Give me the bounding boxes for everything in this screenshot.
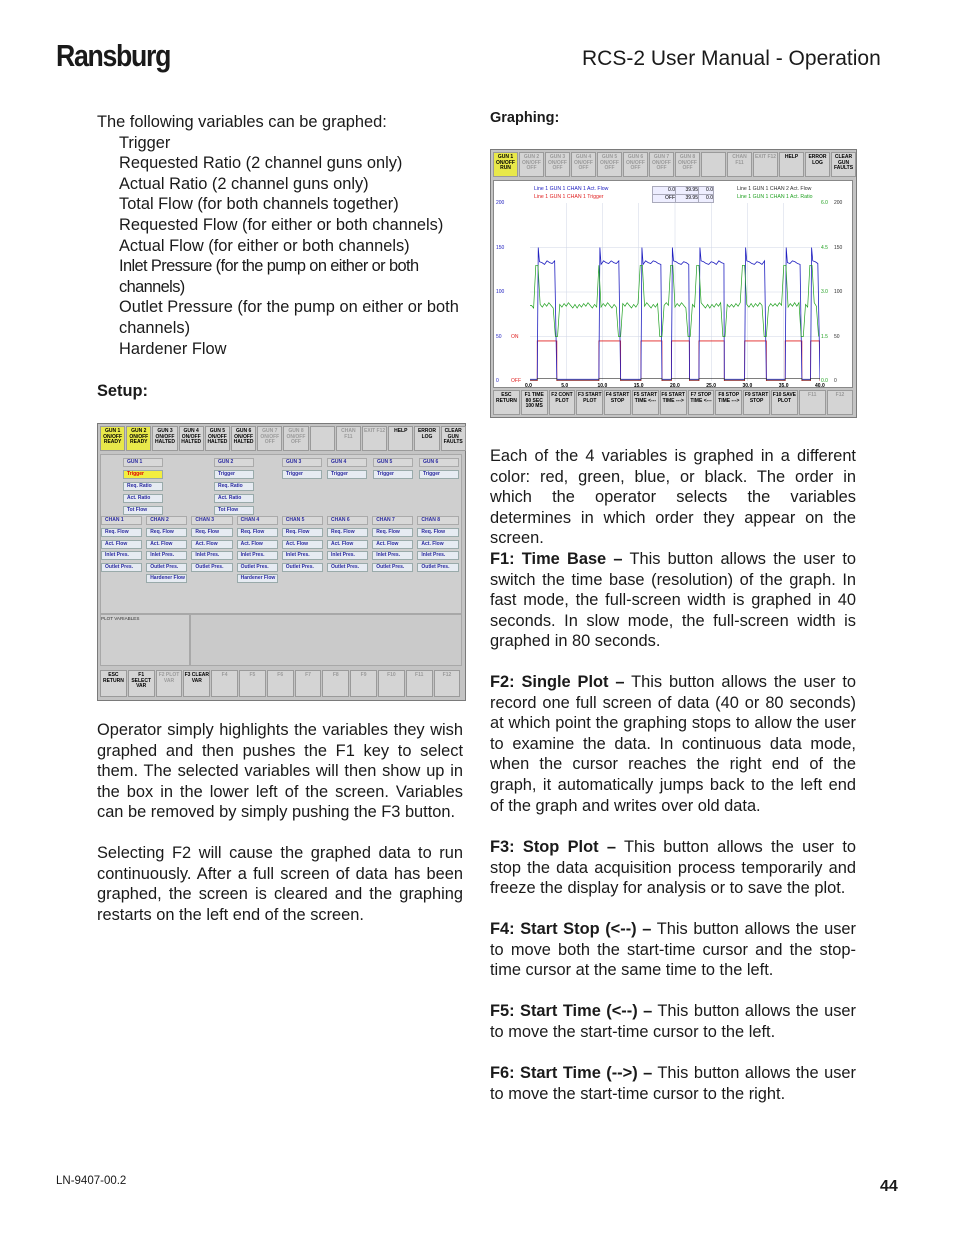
f4-label: F4: Start Stop (<--) – [490, 920, 652, 938]
chan-variable[interactable]: Inlet Pres. [146, 551, 187, 560]
setup-top-button[interactable]: GUN 8 ON/OFF OFF [283, 426, 308, 451]
graph-top-button[interactable]: GUN 1 ON/OFF RUN [493, 152, 518, 177]
gun-label: GUN 2 [214, 458, 254, 467]
setup-function-key[interactable]: ESC RETURN [100, 670, 127, 697]
x-tick-label: 10.0 [597, 383, 608, 389]
graph-function-key[interactable]: ESC RETURN [493, 390, 520, 415]
setup-top-button[interactable]: HELP [388, 426, 413, 451]
y-tick-label: 0 [496, 378, 499, 384]
graphing-screenshot [490, 149, 857, 418]
hardener-variable[interactable]: Hardener Flow [237, 574, 278, 583]
f6-label: F6: Start Time (-->) – [490, 1064, 653, 1082]
graph-function-key[interactable]: F5 START TIME <--- [632, 390, 659, 415]
chan-variable[interactable]: Inlet Pres. [101, 551, 142, 560]
graph-plot [530, 203, 820, 381]
graph-top-button[interactable]: GUN 6 ON/OFF OFF [623, 152, 648, 177]
graph-function-key[interactable]: F9 START STOP [743, 390, 770, 415]
colors-paragraph: Each of the 4 variables is graphed in a different color: red, green, blue, or black. The order in which the operator selects the variables determines in which order they appear on the screen. [490, 447, 856, 548]
graph-function-key[interactable]: F2 CONT PLOT [549, 390, 576, 415]
graph-top-button[interactable]: GUN 8 ON/OFF OFF [675, 152, 700, 177]
f6-description [490, 1063, 856, 1104]
ratio-tick-label: 3.0 [821, 289, 828, 295]
y-tick-label: 200 [496, 200, 505, 206]
chan-variable[interactable]: Outlet Pres. [417, 563, 458, 572]
chan-variable[interactable]: Outlet Pres. [237, 563, 278, 572]
list-item: Requested Flow (for either or both channels) [119, 215, 444, 234]
x-tick-label: 15.0 [633, 383, 644, 389]
setup-function-key[interactable]: F2 PLOT VAR [156, 670, 183, 697]
chan-variable[interactable]: Outlet Pres. [191, 563, 232, 572]
f1-text: This button allows the user to switch the time base (resolution) of the graph. In fast mode, the full-screen width is graphed in 40 seconds. In slow mode, the full-screen width is graphed in 80 seconds. [490, 550, 857, 651]
chan-variable[interactable]: Act. Flow [372, 540, 413, 549]
list-item: Actual Flow (for either or both channels) [119, 236, 410, 255]
plot-variables-right [190, 614, 462, 666]
trigger-off-label: OFF [511, 378, 521, 384]
legend-entry: Line 1 GUN 1 CHAN 1 Act. Flow [534, 186, 609, 192]
doc-number: LN-9407-00.2 [56, 1175, 127, 1187]
f3-description [490, 837, 856, 899]
graph-top-button[interactable]: GUN 5 ON/OFF OFF [597, 152, 622, 177]
setup-function-key[interactable]: F5 [239, 670, 266, 697]
gun-variable[interactable]: Trigger [327, 470, 367, 479]
brand-logo: Ransburg [56, 38, 171, 73]
setup-screenshot [97, 423, 466, 701]
setup-function-key[interactable]: F9 [350, 670, 377, 697]
readout-value: 39.95 [675, 194, 699, 203]
readout-value: 0.0 [652, 186, 676, 195]
setup-function-key[interactable]: F1 SELECT VAR [128, 670, 155, 697]
ratio-tick-label: 1.5 [821, 333, 828, 340]
gun-label: GUN 4 [327, 458, 367, 467]
setup-top-button[interactable] [310, 426, 335, 451]
graph-top-button[interactable] [701, 152, 726, 177]
setup-heading: Setup: [97, 382, 148, 400]
y-tick-label: 150 [496, 244, 505, 251]
graph-top-button[interactable]: GUN 2 ON/OFF OFF [519, 152, 544, 177]
setup-top-button[interactable]: CHAN F11 [336, 426, 361, 451]
legend-entry: Line 1 GUN 1 CHAN 1 Trigger [534, 194, 604, 200]
graph-function-key[interactable]: F11 [799, 390, 826, 415]
chan-variable[interactable]: Act. Flow [282, 540, 323, 549]
list-item: Requested Ratio (2 channel guns only) [119, 154, 403, 173]
chan-variable[interactable]: Inlet Pres. [237, 551, 278, 560]
setup-top-button[interactable]: GUN 3 ON/OFF HALTED [152, 426, 177, 451]
y-tick-label: 100 [496, 289, 505, 295]
setup-top-button[interactable]: EXIT F12 [362, 426, 387, 451]
continuous-paragraph: Selecting F2 will cause the graphed data to run continuously. After a full screen of data has been graphed, the screen is cleared and the graphing restarts on the left end of the screen. [97, 844, 463, 924]
gun-label: GUN 1 [123, 458, 163, 467]
f6-text: This button allows the user to move the start-time cursor to the right. [490, 1064, 856, 1103]
x-tick-label: 0.0 [525, 383, 532, 389]
f1-label: F1: Time Base – [490, 550, 623, 568]
setup-top-button[interactable]: GUN 7 ON/OFF OFF [257, 426, 282, 451]
readout-value: OFF [652, 194, 676, 203]
f2-label: F2: Single Plot – [490, 673, 625, 691]
chan-variable[interactable]: Inlet Pres. [372, 551, 413, 560]
right-tick-label: 0 [834, 378, 837, 384]
gun-label: GUN 3 [282, 458, 322, 467]
chan-label: CHAN 7 [372, 516, 413, 525]
f3-text: This button allows the user to stop the data acquisition process temporarily and freeze the display for analysis or to save the plot. [490, 838, 856, 898]
chan-variable[interactable]: Act. Flow [417, 540, 458, 549]
list-item: Outlet Pressure (for the pump on either or both channels) [119, 298, 459, 337]
chan-variable[interactable]: Outlet Pres. [372, 563, 413, 572]
variables-intro [97, 112, 463, 359]
chan-variable[interactable]: Act. Flow [101, 540, 142, 549]
setup-function-key[interactable]: F8 [322, 670, 349, 697]
chan-variable[interactable]: Act. Flow [191, 540, 232, 549]
chan-label: CHAN 2 [146, 516, 187, 525]
f5-label: F5: Start Time (<--) – [490, 1002, 653, 1020]
readout-value: 39.95 [675, 186, 699, 195]
chan-variable[interactable]: Inlet Pres. [282, 551, 323, 560]
setup-function-key[interactable]: F10 [378, 670, 405, 697]
chan-label: CHAN 1 [101, 516, 142, 525]
graph-function-key[interactable]: F6 START TIME ---> [660, 390, 687, 415]
setup-function-key[interactable]: F6 [267, 670, 294, 697]
f2-description [490, 672, 856, 816]
setup-top-button[interactable]: ERROR LOG [414, 426, 439, 451]
graph-top-button[interactable]: GUN 7 ON/OFF OFF [649, 152, 674, 177]
chan-variable[interactable]: Outlet Pres. [327, 563, 368, 572]
variable-list [97, 133, 463, 360]
graph-top-button[interactable]: GUN 4 ON/OFF OFF [571, 152, 596, 177]
graph-top-button[interactable]: EXIT F12 [753, 152, 778, 177]
graph-function-key[interactable]: F8 STOP TIME ---> [715, 390, 742, 415]
chan-variable[interactable]: Inlet Pres. [417, 551, 458, 560]
gun-variable[interactable]: Tot Flow [123, 506, 163, 515]
f2-text: This button allows the user to record one full screen of data (40 or 80 seconds) at which point the graphing stops to allow the user to examine the data. In continuous data mode, when the cursor reaches the right end of the graph, it automatically jumps back to the left end of the graph and writes over old data. [490, 673, 856, 815]
right-tick-label: 100 [834, 289, 843, 295]
plot-variables-label: PLOT VARIABLES [101, 616, 140, 621]
chan-variable[interactable]: Req. Flow [191, 528, 232, 537]
chan-variable[interactable]: Req. Flow [372, 528, 413, 537]
graph-top-button[interactable]: GUN 3 ON/OFF OFF [545, 152, 570, 177]
graph-function-key[interactable]: F1 TIME 80 SEC 100 MS [521, 390, 548, 415]
gun-variable[interactable]: Trigger [373, 470, 413, 479]
graph-top-button[interactable]: CLEAR GUN FAULTS [831, 152, 856, 177]
chan-variable[interactable]: Act. Flow [146, 540, 187, 549]
gun-variable[interactable]: Tot Flow [214, 506, 254, 515]
graph-panel [493, 180, 853, 388]
x-tick-label: 25.0 [706, 383, 716, 389]
f3-label: F3: Stop Plot – [490, 838, 617, 856]
gun-variable[interactable]: Trigger [214, 470, 254, 479]
graph-top-button[interactable]: ERROR LOG [805, 152, 830, 177]
manual-title: RCS-2 User Manual - Operation [582, 47, 881, 70]
setup-function-key[interactable]: F3 CLEAR VAR [183, 670, 210, 697]
setup-paragraph: Operator simply highlights the variables they wish graphed and then pushes the F1 key to select them. The selected variables will then show up in the box in the lower left of the screen. Variables can be removed by simply pushing the F3 button. [97, 721, 463, 822]
hardener-variable[interactable]: Hardener Flow [146, 574, 187, 583]
f4-text: This button allows the user to move both the start-time cursor and the stop-time cursor at the same time to the left. [490, 920, 856, 980]
gun-variable[interactable]: Act. Ratio [123, 494, 163, 503]
chan-variable[interactable]: Inlet Pres. [327, 551, 368, 560]
gun-variable[interactable]: Req. Ratio [123, 482, 163, 491]
chan-variable[interactable]: Req. Flow [146, 528, 187, 537]
y-tick-label: 50 [496, 333, 502, 340]
chan-variable[interactable]: Req. Flow [417, 528, 458, 537]
chan-label: CHAN 4 [237, 516, 278, 525]
setup-function-key[interactable]: F4 [211, 670, 238, 697]
x-tick-label: 35.0 [778, 383, 789, 389]
gun-variable[interactable]: Req. Ratio [214, 482, 254, 491]
setup-top-button[interactable]: GUN 1 ON/OFF READY [100, 426, 125, 451]
gun-variable[interactable]: Trigger [419, 470, 459, 479]
gun-label: GUN 5 [373, 458, 413, 467]
chan-variable[interactable]: Req. Flow [237, 528, 278, 537]
graph-function-key[interactable]: F7 STOP TIME <--- [688, 390, 715, 415]
chan-label: CHAN 3 [191, 516, 232, 525]
ratio-tick-label: 0.0 [821, 378, 828, 384]
setup-top-button[interactable]: GUN 4 ON/OFF HALTED [179, 426, 204, 451]
chan-variable[interactable]: Req. Flow [282, 528, 323, 537]
readout-value: 0.0 [698, 194, 714, 203]
gun-label: GUN 6 [419, 458, 459, 467]
graph-top-button[interactable]: CHAN F11 [727, 152, 752, 177]
chan-variable[interactable]: Outlet Pres. [282, 563, 323, 572]
graph-function-key[interactable]: F3 START PLOT [576, 390, 603, 415]
setup-top-button[interactable]: GUN 6 ON/OFF HALTED [231, 426, 256, 451]
gun-variable[interactable]: Trigger [123, 470, 163, 479]
graphing-heading: Graphing: [490, 110, 560, 126]
chan-label: CHAN 5 [282, 516, 323, 525]
gun-variable[interactable]: Trigger [282, 470, 322, 479]
x-tick-label: 5.0 [561, 383, 569, 389]
legend-entry: Line 1 GUN 1 CHAN 1 Act. Ratio [737, 194, 813, 200]
right-tick-label: 150 [834, 244, 843, 251]
graph-function-key[interactable]: F10 SAVE PLOT [771, 390, 798, 415]
ratio-tick-label: 6.0 [821, 200, 828, 206]
right-tick-label: 200 [834, 200, 843, 206]
list-item: Hardener Flow [119, 339, 227, 358]
chan-variable[interactable]: Req. Flow [327, 528, 368, 537]
x-tick-label: 40.0 [815, 383, 825, 389]
chan-label: CHAN 6 [327, 516, 368, 525]
intro-text: The following variables can be graphed: [97, 113, 387, 131]
graph-function-key[interactable]: F4 START STOP [604, 390, 631, 415]
setup-function-key[interactable]: F12 [434, 670, 461, 697]
setup-top-button[interactable]: CLEAR GUN FAULTS [441, 426, 466, 451]
list-item: Total Flow (for both channels together) [119, 195, 399, 214]
act-ratio-series [530, 265, 819, 336]
f5-description [490, 1001, 856, 1042]
chan-variable[interactable]: Req. Flow [101, 528, 142, 537]
setup-function-key[interactable]: F7 [295, 670, 322, 697]
readout-value: 0.0 [698, 186, 714, 195]
chan-variable[interactable]: Outlet Pres. [146, 563, 187, 572]
f4-description [490, 919, 856, 981]
list-item: Trigger [119, 133, 171, 152]
legend-entry: Line 1 GUN 1 CHAN 2 Act. Flow [737, 186, 812, 192]
gun-variable[interactable]: Act. Ratio [214, 494, 254, 503]
x-tick-label: 30.0 [742, 383, 753, 389]
f5-text: This button allows the user to move the start-time cursor to the left. [490, 1002, 856, 1041]
setup-top-button[interactable]: GUN 5 ON/OFF HALTED [205, 426, 230, 451]
graph-function-key[interactable]: F12 [827, 390, 854, 415]
chan-variable[interactable]: Act. Flow [327, 540, 368, 549]
ratio-tick-label: 4.5 [821, 244, 828, 251]
page-number: 44 [880, 1178, 898, 1195]
setup-top-button[interactable]: GUN 2 ON/OFF READY [126, 426, 151, 451]
f1-description [490, 549, 856, 652]
chan-variable[interactable]: Act. Flow [237, 540, 278, 549]
x-tick-label: 20.0 [670, 383, 680, 389]
trigger-on-label: ON [511, 333, 519, 340]
chan-variable[interactable]: Outlet Pres. [101, 563, 142, 572]
chan-label: CHAN 8 [417, 516, 458, 525]
right-tick-label: 50 [834, 333, 840, 340]
setup-function-key[interactable]: F11 [406, 670, 433, 697]
chan-variable[interactable]: Inlet Pres. [191, 551, 232, 560]
list-item: Actual Ratio (2 channel guns only) [119, 174, 369, 193]
graph-top-button[interactable]: HELP [779, 152, 804, 177]
list-item: Inlet Pressure (for the pump on either or both channels) [119, 257, 419, 296]
